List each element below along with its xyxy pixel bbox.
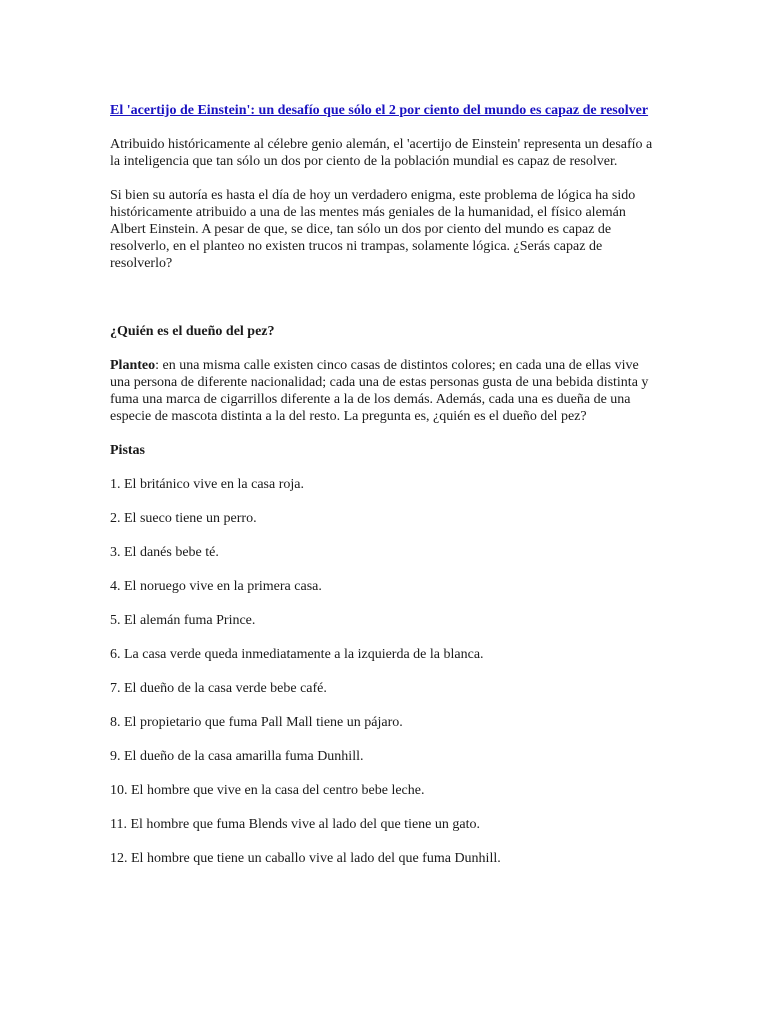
clue-item: 8. El propietario que fuma Pall Mall tiene un pájaro. xyxy=(110,715,403,730)
clue-item: 4. El noruego vive en la primera casa. xyxy=(110,579,322,594)
clue-item: 3. El danés bebe té. xyxy=(110,545,219,560)
pistas-heading xyxy=(110,442,658,459)
article-body xyxy=(110,102,658,867)
planteo-label: Planteo xyxy=(110,358,156,373)
clue-item: 10. El hombre que vive en la casa del centro bebe leche. xyxy=(110,783,425,798)
planteo-text: : en una misma calle existen cinco casas de distintos colores; en cada una de ellas vive una persona de diferente nacionalidad; cada una de estas personas gusta de una bebida distinta y fuma una marca de cigarrillos diferente a la de los demás. Además, cada una es dueña de una especie de mascota distinta a la del resto. La pregunta es, ¿quién es el dueño del pez? xyxy=(110,358,649,424)
clue-item: 7. El dueño de la casa verde bebe café. xyxy=(110,681,327,696)
clue-item: 9. El dueño de la casa amarilla fuma Dunhill. xyxy=(110,749,364,764)
clue-item: 12. El hombre que tiene un caballo vive al lado del que fuma Dunhill. xyxy=(110,851,501,866)
planteo-paragraph xyxy=(110,357,658,425)
authorship-paragraph: Si bien su autoría es hasta el día de hoy un verdadero enigma, este problema de lógica ha sido históricamente atribuido a una de las mentes más geniales de la humanidad, el físico alemán Albert Einstein. A pesar de que, se dice, tan sólo un dos por ciento del mundo es capaz de resolverlo, en el planteo no existen trucos ni trampas, solamente lógica. ¿Serás capaz de resolverlo? xyxy=(110,188,636,271)
question-heading-text: ¿Quién es el dueño del pez? xyxy=(110,324,275,339)
clue-item: 1. El británico vive en la casa roja. xyxy=(110,477,304,492)
clue-item: 5. El alemán fuma Prince. xyxy=(110,613,256,628)
clue-item: 2. El sueco tiene un perro. xyxy=(110,511,257,526)
article-title[interactable] xyxy=(110,102,658,119)
article-title-link[interactable]: El 'acertijo de Einstein': un desafío que sólo el 2 por ciento del mundo es capaz de resolver xyxy=(110,103,649,118)
clue-list xyxy=(110,476,658,867)
question-heading xyxy=(110,323,658,340)
intro-paragraph: Atribuido históricamente al célebre genio alemán, el 'acertijo de Einstein' representa un desafío a la inteligencia que tan sólo un dos por ciento de la población mundial es capaz de resolver. xyxy=(110,137,653,169)
clue-item: 6. La casa verde queda inmediatamente a la izquierda de la blanca. xyxy=(110,647,484,662)
pistas-heading-text: Pistas xyxy=(110,443,145,458)
clue-item: 11. El hombre que fuma Blends vive al lado del que tiene un gato. xyxy=(110,817,480,832)
